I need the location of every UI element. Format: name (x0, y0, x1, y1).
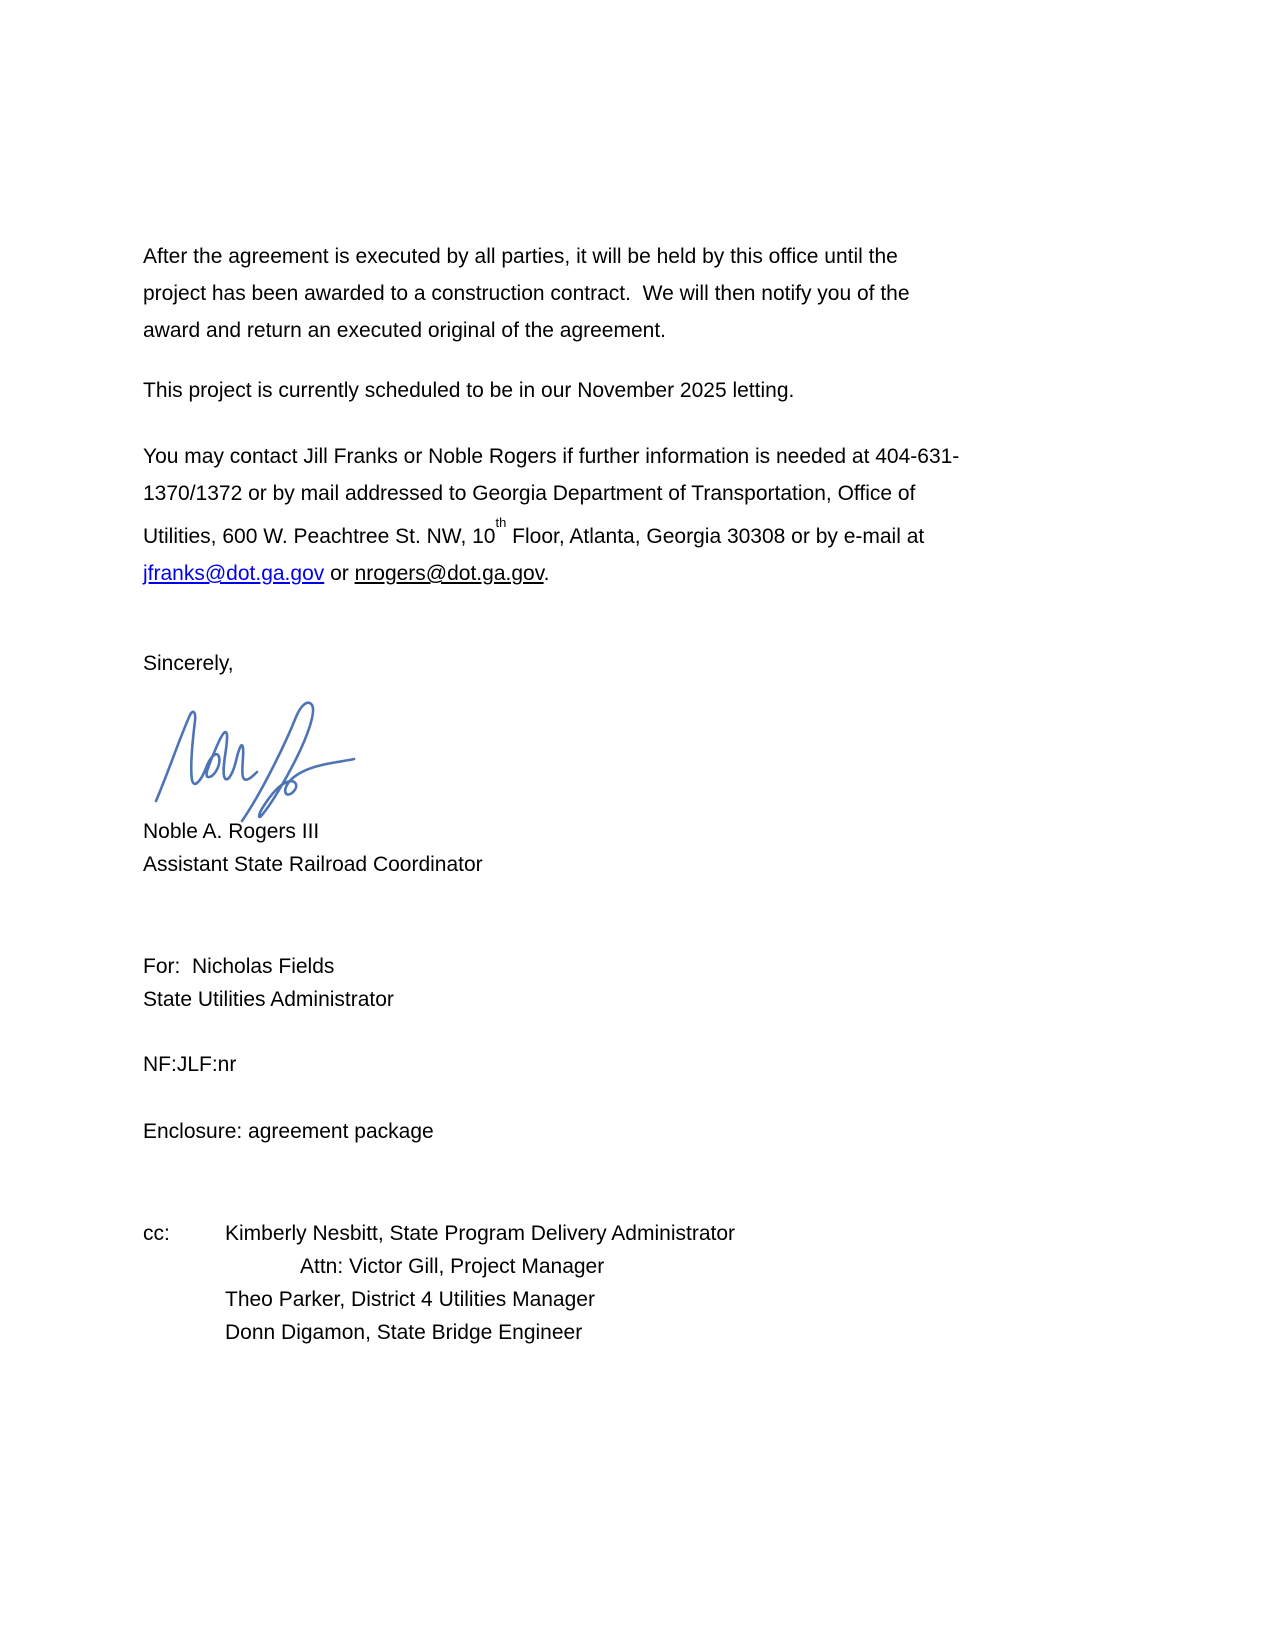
cc-recipient: Donn Digamon, State Bridge Engineer (225, 1321, 583, 1344)
enclosure-line (143, 1115, 1103, 1148)
paragraph-line: project has been awarded to a construction contract. We will then notify you of the (143, 282, 910, 305)
for-name-line: For: Nicholas Fields (143, 955, 335, 978)
closing-salutation (143, 645, 1103, 682)
address-text-post: Floor, Atlanta, Georgia 30308 or by e-mail at (506, 525, 925, 548)
cc-recipient-attn: Attn: Victor Gill, Project Manager (300, 1255, 605, 1278)
cc-recipient: Kimberly Nesbitt, State Program Delivery Administrator (225, 1222, 735, 1245)
paragraph-line: 1370/1372 or by mail addressed to Georgia Department of Transportation, Office of (143, 482, 916, 505)
ordinal-superscript: th (495, 515, 507, 530)
paragraph-contact-info (143, 438, 1103, 592)
paragraph-letting-schedule (143, 372, 1103, 409)
paragraph-line (143, 512, 1103, 555)
signature-image (146, 685, 361, 825)
paragraph-line: award and return an executed original of the agreement. (143, 319, 667, 342)
reference-initials (143, 1048, 1103, 1081)
salutation-text: Sincerely, (143, 652, 234, 675)
for-title-line: State Utilities Administrator (143, 988, 394, 1011)
address-text-pre: Utilities, 600 W. Peachtree St. NW, 10 (143, 525, 496, 548)
signature-ink-icon (146, 685, 361, 825)
for-block (143, 950, 1103, 1016)
paragraph-award-notice (143, 238, 1103, 349)
cc-label: cc: (143, 1222, 170, 1245)
paragraph-line (143, 555, 1103, 592)
signer-block (143, 815, 1103, 881)
cc-block (143, 1217, 1103, 1349)
initials-text: NF:JLF:nr (143, 1053, 237, 1076)
or-text: or (324, 562, 355, 585)
paragraph-line: After the agreement is executed by all parties, it will be held by this office until the (143, 245, 898, 268)
email-text-nrogers: nrogers@dot.ga.gov (354, 562, 544, 585)
email-link-jfranks[interactable]: jfranks@dot.ga.gov (143, 562, 325, 585)
signer-title: Assistant State Railroad Coordinator (143, 853, 483, 876)
cc-row (143, 1217, 1103, 1250)
signer-name: Noble A. Rogers III (143, 820, 320, 843)
sentence-period: . (543, 562, 550, 585)
paragraph-line: You may contact Jill Franks or Noble Rogers if further information is needed at 404-631- (143, 445, 960, 468)
enclosure-text: Enclosure: agreement package (143, 1120, 434, 1143)
cc-recipient: Theo Parker, District 4 Utilities Manager (225, 1288, 595, 1311)
paragraph-line: This project is currently scheduled to be in our November 2025 letting. (143, 379, 795, 402)
